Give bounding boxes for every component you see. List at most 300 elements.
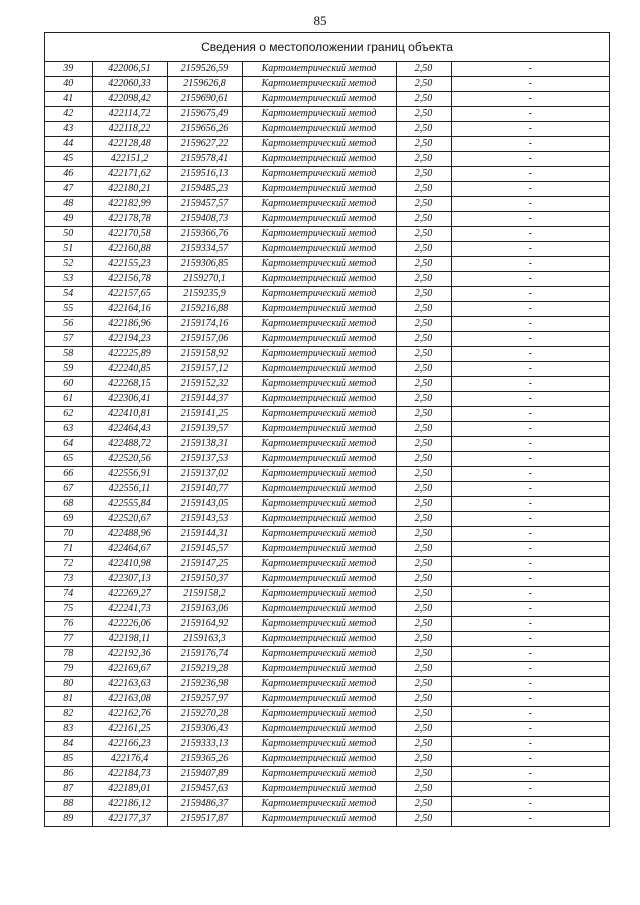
x-coordinate-cell: 422166,23: [92, 737, 167, 752]
method-cell: Картометрический метод: [242, 362, 396, 377]
method-cell: Картометрический метод: [242, 587, 396, 602]
point-number-cell: 46: [45, 167, 92, 182]
y-coordinate-cell: 2159516,13: [167, 167, 242, 182]
x-coordinate-cell: 422410,81: [92, 407, 167, 422]
table-row: [45, 752, 609, 767]
x-coordinate-cell: 422164,16: [92, 302, 167, 317]
description-cell: -: [528, 813, 532, 825]
precision-cell: 2,50: [396, 242, 451, 257]
precision-cell: 2,50: [396, 332, 451, 347]
point-number-cell: 54: [45, 287, 92, 302]
y-coordinate-cell: 2159158,92: [167, 347, 242, 362]
table-header-title: Сведения о местоположении границ объекта: [45, 33, 609, 62]
table-row: [45, 482, 609, 497]
precision-cell: 2,50: [396, 62, 451, 77]
precision-cell: 2,50: [396, 107, 451, 122]
x-coordinate-cell: 422180,21: [92, 182, 167, 197]
point-number-cell: 77: [45, 632, 92, 647]
y-coordinate-cell: 2159137,02: [167, 467, 242, 482]
precision-cell: 2,50: [396, 287, 451, 302]
x-coordinate-cell: 422555,84: [92, 497, 167, 512]
point-number-cell: 59: [45, 362, 92, 377]
table-row: [45, 722, 609, 737]
precision-cell: 2,50: [396, 317, 451, 332]
table-row: [45, 62, 609, 77]
coordinates-table-body: [45, 62, 609, 826]
description-cell: -: [451, 197, 609, 212]
point-number-cell: 63: [45, 422, 92, 437]
table-row: [45, 737, 609, 752]
y-coordinate-cell: 2159143,05: [167, 497, 242, 512]
y-coordinate-cell: 2159137,53: [167, 452, 242, 467]
description-cell: -: [451, 572, 609, 587]
x-coordinate-cell: 422171,62: [92, 167, 167, 182]
point-number-cell: 44: [45, 137, 92, 152]
description-cell: -: [451, 707, 609, 722]
method-cell: Картометрический метод: [242, 557, 396, 572]
coordinates-table: [45, 62, 609, 826]
y-coordinate-cell: 2159150,37: [167, 572, 242, 587]
x-coordinate-cell: 422151,2: [92, 152, 167, 167]
x-coordinate-cell: 422128,48: [92, 137, 167, 152]
table-row: [45, 317, 609, 332]
precision-cell: 2,50: [396, 482, 451, 497]
y-coordinate-cell: 2159457,63: [167, 782, 242, 797]
x-coordinate-cell: 422156,78: [92, 272, 167, 287]
table-row: [45, 422, 609, 437]
point-number-cell: 45: [45, 152, 92, 167]
y-coordinate-cell: 2159216,88: [167, 302, 242, 317]
method-cell: Картометрический метод: [242, 572, 396, 587]
point-number-cell: 72: [45, 557, 92, 572]
x-coordinate-cell: 422163,08: [92, 692, 167, 707]
table-row: [45, 362, 609, 377]
point-number-cell: 43: [45, 122, 92, 137]
description-cell: -: [451, 92, 609, 107]
point-number-cell: 61: [45, 392, 92, 407]
point-number-cell: 49: [45, 212, 92, 227]
x-coordinate-cell: 422488,96: [92, 527, 167, 542]
point-number-cell: 73: [45, 572, 92, 587]
point-number-cell: 86: [45, 767, 92, 782]
precision-cell: 2,50: [396, 632, 451, 647]
point-number-cell: 76: [45, 617, 92, 632]
table-row: [45, 527, 609, 542]
method-cell: Картометрический метод: [242, 392, 396, 407]
table-row: [45, 572, 609, 587]
method-cell: Картометрический метод: [242, 512, 396, 527]
description-cell: -: [451, 107, 609, 122]
description-cell: -: [451, 362, 609, 377]
method-cell: Картометрический метод: [242, 437, 396, 452]
table-row: [45, 467, 609, 482]
point-number-cell: 81: [45, 692, 92, 707]
table-row: [45, 242, 609, 257]
y-coordinate-cell: 2159578,41: [167, 152, 242, 167]
point-number-cell: 75: [45, 602, 92, 617]
method-cell: Картометрический метод: [242, 752, 396, 767]
method-cell: Картометрический метод: [242, 482, 396, 497]
method-cell: Картометрический метод: [242, 407, 396, 422]
method-cell: Картометрический метод: [242, 197, 396, 212]
description-cell: -: [451, 242, 609, 257]
x-coordinate-cell: 422194,23: [92, 332, 167, 347]
precision-cell: 2,50: [396, 767, 451, 782]
table-row: [45, 782, 609, 797]
x-coordinate-cell: 422198,11: [92, 632, 167, 647]
description-cell: -: [451, 482, 609, 497]
method-cell: Картометрический метод: [242, 287, 396, 302]
description-cell: -: [451, 602, 609, 617]
precision-cell: 2,50: [396, 647, 451, 662]
precision-cell: 2,50: [396, 512, 451, 527]
description-cell: -: [451, 527, 609, 542]
description-cell: -: [451, 137, 609, 152]
x-coordinate-cell: 422240,85: [92, 362, 167, 377]
description-cell: -: [451, 467, 609, 482]
description-cell: -: [451, 347, 609, 362]
table-row: [45, 452, 609, 467]
y-coordinate-cell: 2159365,26: [167, 752, 242, 767]
x-coordinate-cell: 422306,41: [92, 392, 167, 407]
table-row: [45, 197, 609, 212]
point-number-cell: 85: [45, 752, 92, 767]
precision-cell: 2,50: [396, 752, 451, 767]
table-row: [45, 182, 609, 197]
y-coordinate-cell: 2159145,57: [167, 542, 242, 557]
method-cell: Картометрический метод: [242, 137, 396, 152]
point-number-cell: 84: [45, 737, 92, 752]
precision-cell: 2,50: [396, 257, 451, 272]
table-row: [45, 212, 609, 227]
description-cell: -: [451, 227, 609, 242]
point-number-cell: 67: [45, 482, 92, 497]
table-row: [45, 287, 609, 302]
x-coordinate-cell: 422170,58: [92, 227, 167, 242]
y-coordinate-cell: 2159157,12: [167, 362, 242, 377]
x-coordinate-cell: 422178,78: [92, 212, 167, 227]
precision-cell: 2,50: [396, 212, 451, 227]
description-cell: -: [451, 422, 609, 437]
table-row: [45, 497, 609, 512]
precision-cell: 2,50: [396, 437, 451, 452]
method-cell: Картометрический метод: [242, 497, 396, 512]
y-coordinate-cell: 2159235,9: [167, 287, 242, 302]
table-row: [45, 122, 609, 137]
point-number-cell: 52: [45, 257, 92, 272]
x-coordinate-cell: 422268,15: [92, 377, 167, 392]
method-cell: Картометрический метод: [242, 662, 396, 677]
x-coordinate-cell: 422160,88: [92, 242, 167, 257]
description-cell: -: [451, 407, 609, 422]
method-cell: Картометрический метод: [242, 467, 396, 482]
table-row: [45, 647, 609, 662]
point-number-cell: 82: [45, 707, 92, 722]
table-row: [45, 107, 609, 122]
table-row: [45, 437, 609, 452]
description-cell: -: [451, 752, 609, 767]
x-coordinate-cell: 422488,72: [92, 437, 167, 452]
x-coordinate-cell: 422098,42: [92, 92, 167, 107]
point-number-cell: 50: [45, 227, 92, 242]
precision-cell: 2,50: [396, 422, 451, 437]
y-coordinate-cell: 2159163,3: [167, 632, 242, 647]
x-coordinate-cell: 422177,37: [92, 812, 167, 827]
table-row: [45, 137, 609, 152]
method-cell: Картометрический метод: [242, 617, 396, 632]
precision-cell: 2,50: [396, 692, 451, 707]
method-cell: Картометрический метод: [242, 347, 396, 362]
table-row: [45, 77, 609, 92]
method-cell: Картометрический метод: [242, 167, 396, 182]
precision-cell: 2,50: [396, 122, 451, 137]
description-cell: -: [451, 497, 609, 512]
method-cell: Картометрический метод: [242, 797, 396, 812]
description-cell: -: [451, 542, 609, 557]
precision-cell: 2,50: [396, 722, 451, 737]
precision-cell: 2,50: [396, 167, 451, 182]
method-cell: Картометрический метод: [242, 257, 396, 272]
method-cell: Картометрический метод: [242, 452, 396, 467]
table-row: [45, 767, 609, 782]
description-cell: -: [451, 452, 609, 467]
method-cell: Картометрический метод: [242, 242, 396, 257]
precision-cell: 2,50: [396, 227, 451, 242]
x-coordinate-cell: 422118,22: [92, 122, 167, 137]
y-coordinate-cell: 2159485,23: [167, 182, 242, 197]
precision-cell: 2,50: [396, 407, 451, 422]
point-number-cell: 80: [45, 677, 92, 692]
point-number-cell: 89: [45, 812, 92, 827]
precision-cell: 2,50: [396, 272, 451, 287]
table-row: [45, 347, 609, 362]
point-number-cell: 56: [45, 317, 92, 332]
table-row: [45, 617, 609, 632]
precision-cell: 2,50: [396, 542, 451, 557]
description-cell: -: [451, 767, 609, 782]
point-number-cell: 68: [45, 497, 92, 512]
method-cell: Картометрический метод: [242, 632, 396, 647]
description-cell: -: [451, 782, 609, 797]
description-cell: -: [451, 77, 609, 92]
table-row: [45, 377, 609, 392]
description-cell: -: [451, 167, 609, 182]
method-cell: Картометрический метод: [242, 182, 396, 197]
method-cell: Картометрический метод: [242, 152, 396, 167]
description-cell: -: [451, 257, 609, 272]
description-cell: -: [451, 287, 609, 302]
precision-cell: 2,50: [396, 182, 451, 197]
y-coordinate-cell: 2159407,89: [167, 767, 242, 782]
precision-cell: 2,50: [396, 527, 451, 542]
description-cell: -: [451, 437, 609, 452]
description-cell: -: [451, 587, 609, 602]
point-number-cell: 70: [45, 527, 92, 542]
precision-cell: 2,50: [396, 662, 451, 677]
table-row: [45, 812, 609, 827]
description-cell: -: [451, 647, 609, 662]
table-row: [45, 542, 609, 557]
method-cell: Картометрический метод: [242, 92, 396, 107]
x-coordinate-cell: 422060,33: [92, 77, 167, 92]
x-coordinate-cell: 422163,63: [92, 677, 167, 692]
y-coordinate-cell: 2159486,37: [167, 797, 242, 812]
y-coordinate-cell: 2159333,13: [167, 737, 242, 752]
precision-cell: 2,50: [396, 77, 451, 92]
method-cell: Картометрический метод: [242, 812, 396, 827]
precision-cell: 2,50: [396, 782, 451, 797]
precision-cell: 2,50: [396, 497, 451, 512]
method-cell: Картометрический метод: [242, 677, 396, 692]
point-number-cell: 78: [45, 647, 92, 662]
y-coordinate-cell: 2159408,73: [167, 212, 242, 227]
description-cell: -: [451, 662, 609, 677]
table-row: [45, 152, 609, 167]
x-coordinate-cell: 422520,56: [92, 452, 167, 467]
y-coordinate-cell: 2159675,49: [167, 107, 242, 122]
description-cell: -: [451, 317, 609, 332]
precision-cell: 2,50: [396, 812, 451, 827]
table-row: [45, 272, 609, 287]
precision-cell: 2,50: [396, 557, 451, 572]
table-row: [45, 707, 609, 722]
table-row: [45, 662, 609, 677]
precision-cell: 2,50: [396, 362, 451, 377]
point-number-cell: 47: [45, 182, 92, 197]
x-coordinate-cell: 422176,4: [92, 752, 167, 767]
description-cell: -: [451, 557, 609, 572]
point-number-cell: 39: [45, 62, 92, 77]
y-coordinate-cell: 2159270,1: [167, 272, 242, 287]
x-coordinate-cell: 422410,98: [92, 557, 167, 572]
y-coordinate-cell: 2159690,61: [167, 92, 242, 107]
point-number-cell: 58: [45, 347, 92, 362]
description-cell: -: [451, 692, 609, 707]
point-number-cell: 48: [45, 197, 92, 212]
precision-cell: 2,50: [396, 137, 451, 152]
x-coordinate-cell: 422189,01: [92, 782, 167, 797]
y-coordinate-cell: 2159176,74: [167, 647, 242, 662]
x-coordinate-cell: 422186,12: [92, 797, 167, 812]
table-row: [45, 167, 609, 182]
y-coordinate-cell: 2159517,87: [167, 812, 242, 827]
x-coordinate-cell: 422464,67: [92, 542, 167, 557]
y-coordinate-cell: 2159334,57: [167, 242, 242, 257]
description-cell: -: [451, 302, 609, 317]
x-coordinate-cell: 422184,73: [92, 767, 167, 782]
point-number-cell: 79: [45, 662, 92, 677]
precision-cell: 2,50: [396, 677, 451, 692]
precision-cell: 2,50: [396, 707, 451, 722]
table-row: [45, 302, 609, 317]
method-cell: Картометрический метод: [242, 707, 396, 722]
precision-cell: 2,50: [396, 617, 451, 632]
precision-cell: 2,50: [396, 572, 451, 587]
method-cell: Картометрический метод: [242, 767, 396, 782]
description-cell: -: [451, 632, 609, 647]
point-number-cell: 62: [45, 407, 92, 422]
y-coordinate-cell: 2159526,59: [167, 62, 242, 77]
page-number: 85: [313, 13, 327, 28]
precision-cell: 2,50: [396, 92, 451, 107]
table-row: [45, 512, 609, 527]
table-row: [45, 632, 609, 647]
table-row: [45, 692, 609, 707]
x-coordinate-cell: 422182,99: [92, 197, 167, 212]
method-cell: Картометрический метод: [242, 332, 396, 347]
method-cell: Картометрический метод: [242, 602, 396, 617]
point-number-cell: 41: [45, 92, 92, 107]
x-coordinate-cell: 422155,23: [92, 257, 167, 272]
y-coordinate-cell: 2159656,26: [167, 122, 242, 137]
description-cell: -: [451, 182, 609, 197]
description-cell: -: [451, 122, 609, 137]
y-coordinate-cell: 2159236,98: [167, 677, 242, 692]
precision-cell: 2,50: [396, 467, 451, 482]
method-cell: Картометрический метод: [242, 77, 396, 92]
y-coordinate-cell: 2159158,2: [167, 587, 242, 602]
x-coordinate-cell: 422464,43: [92, 422, 167, 437]
x-coordinate-cell: 422162,76: [92, 707, 167, 722]
description-cell: -: [451, 722, 609, 737]
point-number-cell: 83: [45, 722, 92, 737]
x-coordinate-cell: 422114,72: [92, 107, 167, 122]
method-cell: Картометрический метод: [242, 302, 396, 317]
table-row: [45, 92, 609, 107]
point-number-cell: 74: [45, 587, 92, 602]
table-row: [45, 677, 609, 692]
point-number-cell: 88: [45, 797, 92, 812]
x-coordinate-cell: 422161,25: [92, 722, 167, 737]
table-row: [45, 392, 609, 407]
method-cell: Картометрический метод: [242, 527, 396, 542]
y-coordinate-cell: 2159141,25: [167, 407, 242, 422]
description-cell: -: [451, 617, 609, 632]
point-number-cell: 57: [45, 332, 92, 347]
x-coordinate-cell: 422520,67: [92, 512, 167, 527]
point-number-cell: 64: [45, 437, 92, 452]
y-coordinate-cell: 2159147,25: [167, 557, 242, 572]
method-cell: Картометрический метод: [242, 692, 396, 707]
precision-cell: 2,50: [396, 587, 451, 602]
point-number-cell: 66: [45, 467, 92, 482]
precision-cell: 2,50: [396, 347, 451, 362]
precision-cell: 2,50: [396, 302, 451, 317]
precision-cell: 2,50: [396, 797, 451, 812]
table-row: [45, 227, 609, 242]
point-number-cell: 60: [45, 377, 92, 392]
method-cell: Картометрический метод: [242, 647, 396, 662]
x-coordinate-cell: 422269,27: [92, 587, 167, 602]
y-coordinate-cell: 2159257,97: [167, 692, 242, 707]
y-coordinate-cell: 2159306,43: [167, 722, 242, 737]
method-cell: Картометрический метод: [242, 542, 396, 557]
x-coordinate-cell: 422157,65: [92, 287, 167, 302]
table-row: [45, 332, 609, 347]
x-coordinate-cell: 422225,89: [92, 347, 167, 362]
boundary-table: [44, 32, 610, 827]
point-number-cell: 71: [45, 542, 92, 557]
x-coordinate-cell: 422556,11: [92, 482, 167, 497]
description-cell: -: [451, 512, 609, 527]
y-coordinate-cell: 2159157,06: [167, 332, 242, 347]
x-coordinate-cell: 422006,51: [92, 62, 167, 77]
y-coordinate-cell: 2159138,31: [167, 437, 242, 452]
y-coordinate-cell: 2159144,31: [167, 527, 242, 542]
point-number-cell: 51: [45, 242, 92, 257]
table-row: [45, 797, 609, 812]
precision-cell: 2,50: [396, 197, 451, 212]
